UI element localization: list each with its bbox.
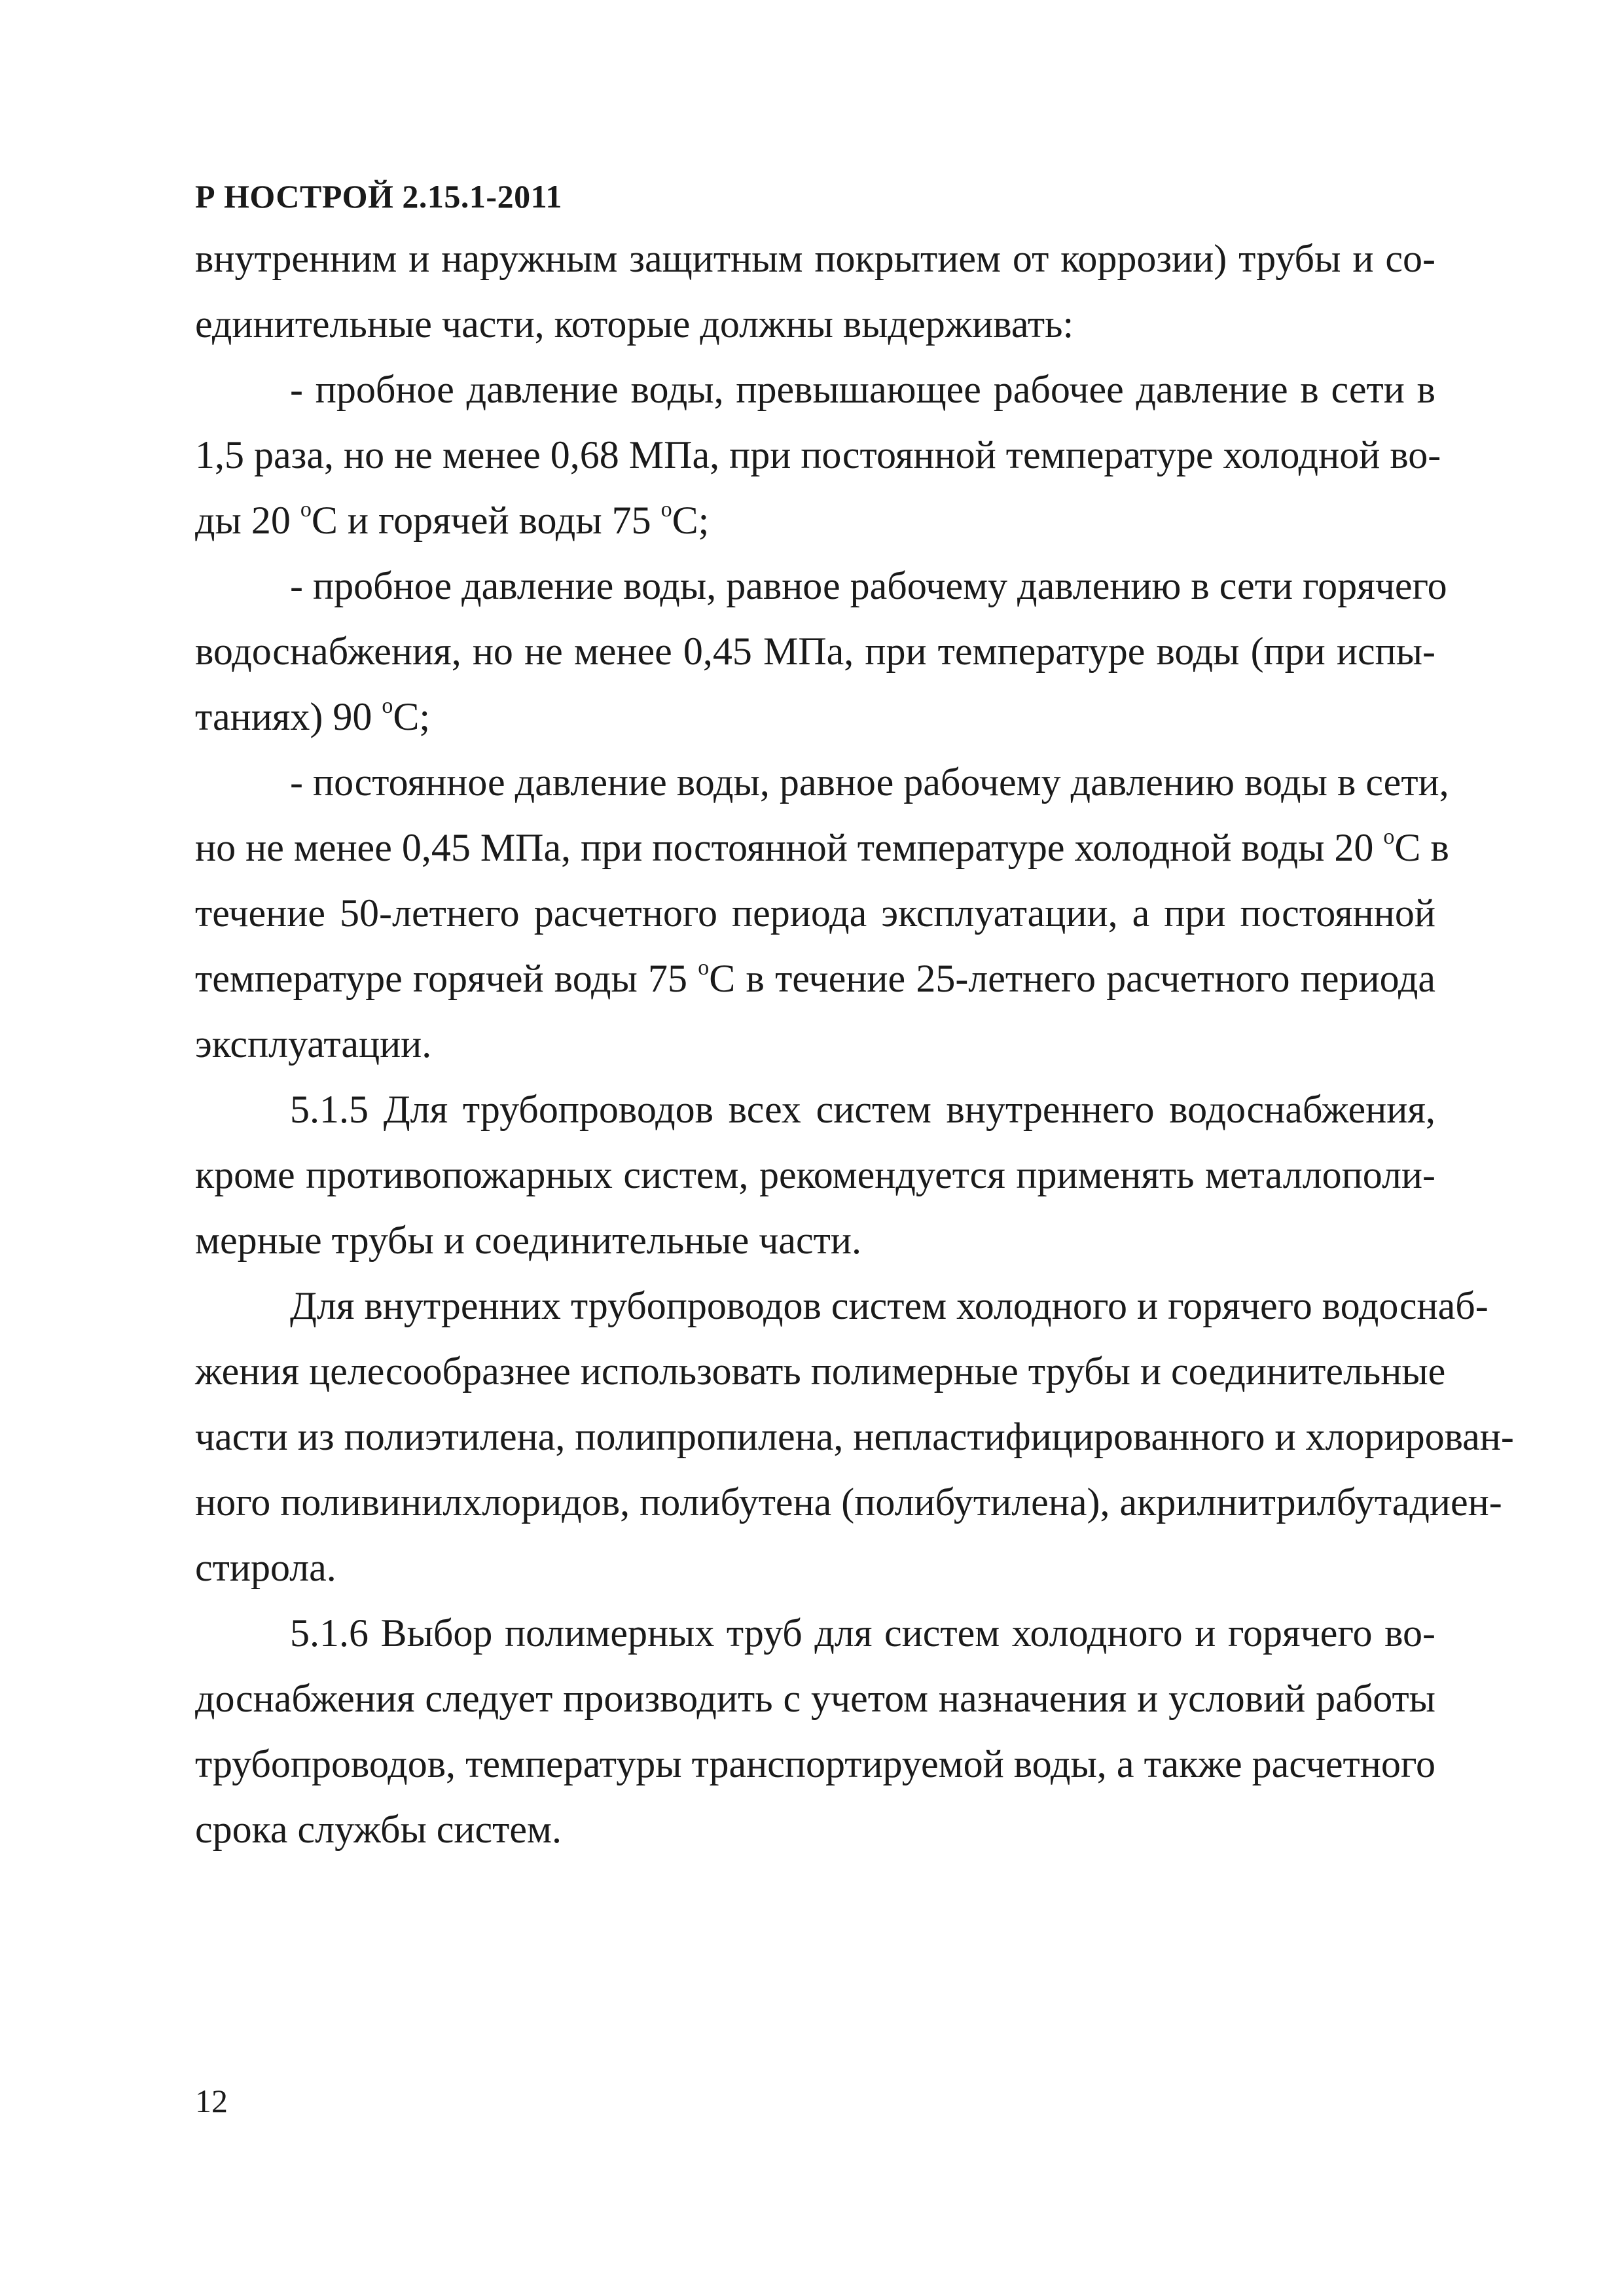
text-line: температуре горячей воды 75 $^o$С в течение 25-летнего расчетного периода	[195, 956, 1436, 1000]
paragraph-line: Для внутренних трубопроводов систем холодного и горячего водоснаб-	[290, 1284, 1489, 1327]
body-text	[195, 226, 1514, 1862]
text-line: но не менее 0,45 МПа, при постоянной температуре холодной воды 20 $^o$С в	[195, 825, 1449, 869]
text-line: жения целесообразнее использовать полимерные трубы и соединительные	[195, 1350, 1446, 1393]
text-line: срока службы систем.	[195, 1808, 562, 1851]
degree-sign: o	[300, 497, 312, 522]
degree-sign: o	[660, 497, 672, 522]
text-line: единительные части, которые должны выдерживать:	[195, 302, 1074, 346]
degree-sign: o	[1383, 825, 1395, 849]
degree-sign: o	[698, 956, 710, 980]
text-line: эксплуатации.	[195, 1022, 432, 1066]
list-item-line: - пробное давление воды, равное рабочему давлению в сети горячего	[290, 564, 1447, 607]
text-line: трубопроводов, температуры транспортируемой воды, а также расчетного	[195, 1742, 1435, 1785]
text-line: доснабжения следует производить с учетом назначения и условий работы	[195, 1677, 1435, 1720]
list-item-line: - постоянное давление воды, равное рабочему давлению воды в сети,	[290, 761, 1449, 804]
degree-sign: o	[382, 694, 393, 718]
text-line: части из полиэтилена, полипропилена, непластифицированного и хлорирован-	[195, 1415, 1514, 1458]
text-line: кроме противопожарных систем, рекомендуется применять металлополи-	[195, 1153, 1435, 1196]
list-item-line: - пробное давление воды, превышающее рабочее давление в сети в	[290, 368, 1435, 411]
text-line: 1,5 раза, но не менее 0,68 МПа, при постоянной температуре холодной во-	[195, 433, 1441, 476]
text-line: водоснабжения, но не менее 0,45 МПа, при температуре воды (при испы-	[195, 630, 1435, 673]
text-line: внутренним и наружным защитным покрытием от коррозии) трубы и со-	[195, 237, 1435, 280]
text-line: таниях) 90 $^o$С;	[195, 694, 431, 738]
text-line: стирола.	[195, 1546, 336, 1589]
text-line: мерные трубы и соединительные части.	[195, 1219, 862, 1262]
text-line: ды 20 $^o$С и горячей воды 75 $^o$С;	[195, 497, 710, 542]
page-header: Р НОСТРОЙ 2.15.1-2011	[195, 178, 562, 215]
text-line: течение 50-летнего расчетного периода эксплуатации, а при постоянной	[195, 891, 1435, 935]
page-number: 12	[195, 2083, 228, 2119]
clause-5-1-6-line: 5.1.6 Выбор полимерных труб для систем холодного и горячего во-	[290, 1611, 1435, 1655]
clause-5-1-5-line: 5.1.5 Для трубопроводов всех систем внутреннего водоснабжения,	[290, 1088, 1435, 1131]
text-line: ного поливинилхлоридов, полибутена (полибутилена), акрилнитрилбутадиен-	[195, 1480, 1502, 1524]
